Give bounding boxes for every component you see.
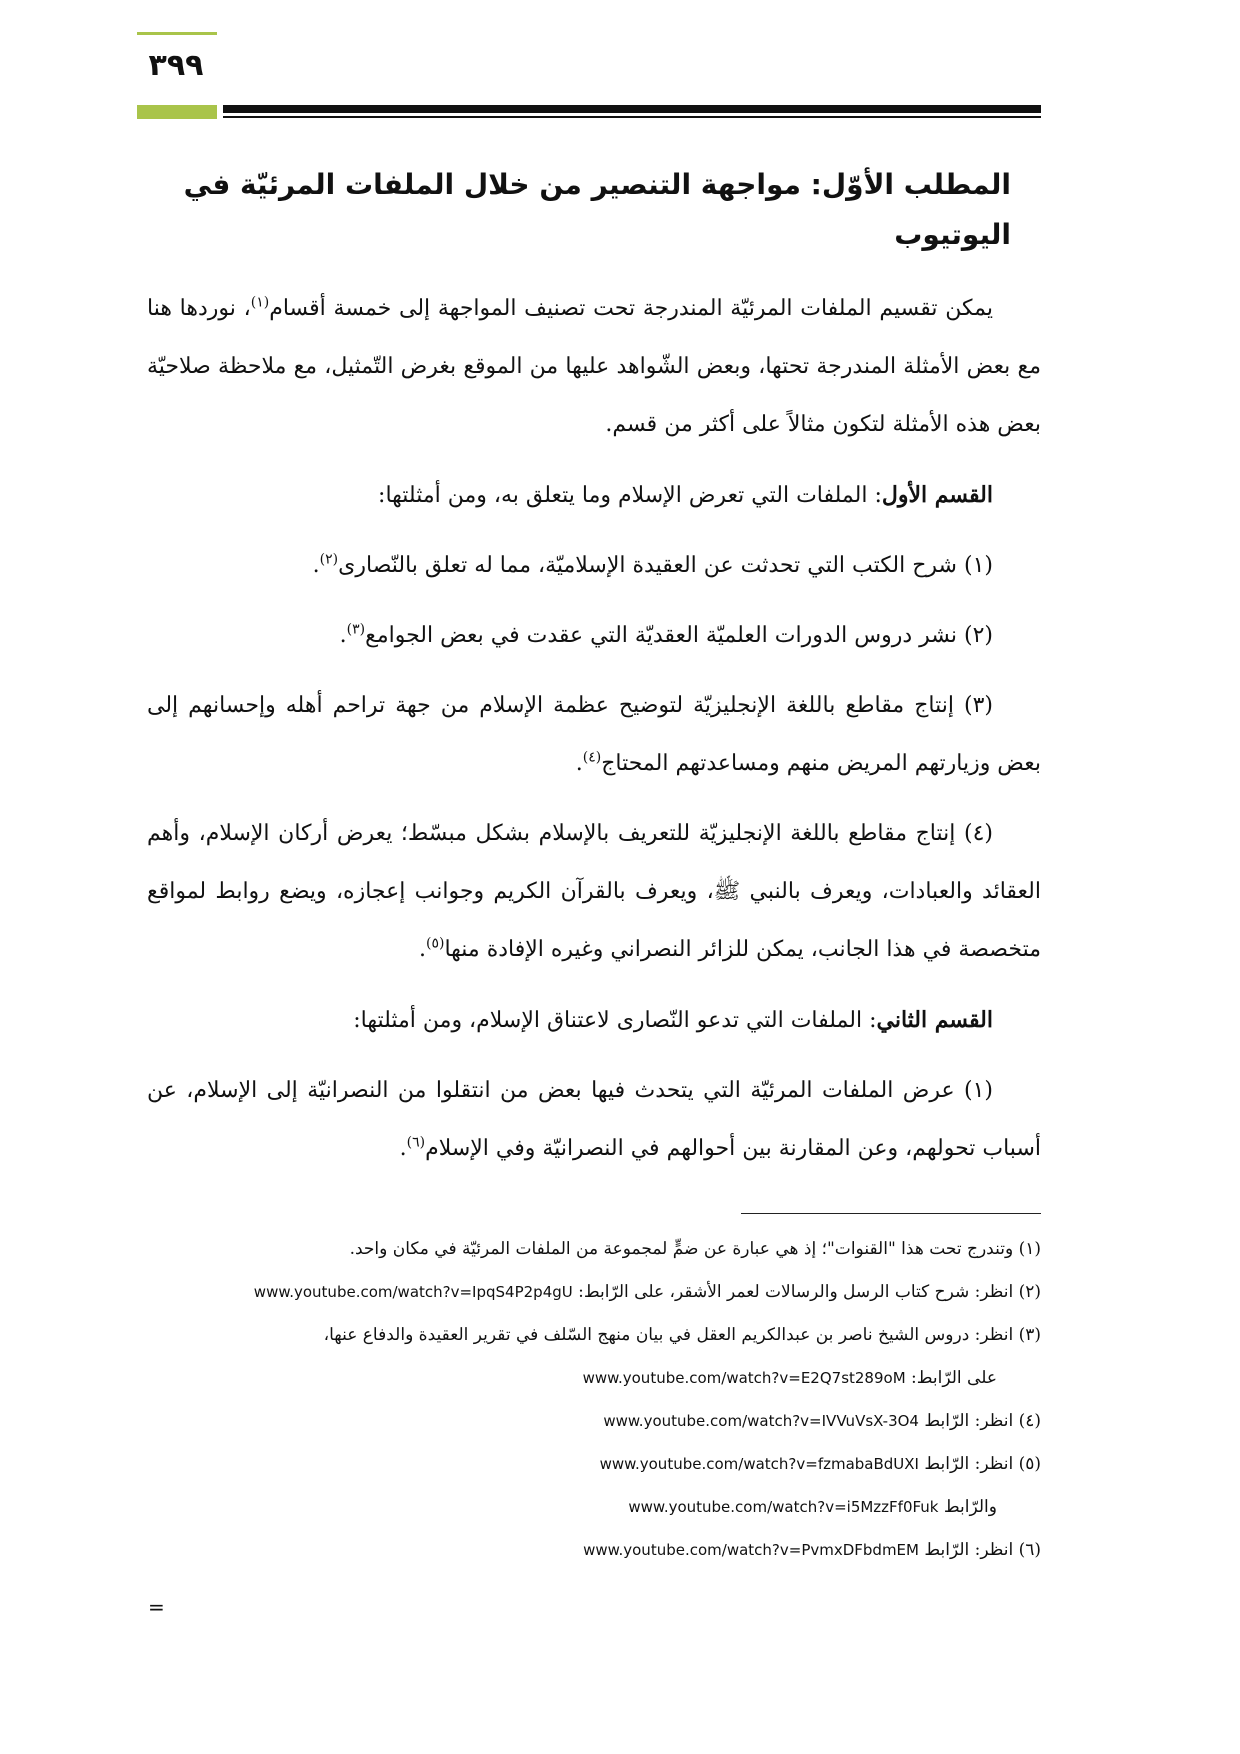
intro-text-b: ، نوردها هنا مع بعض الأمثلة المندرجة تحتها، وبعض الشّواهد عليها من الموقع بغرض التّمثيل، مع ملاحظة صلاحيّة بعض هذه الأمثلة لتكون مثالاً على أكثر من قسم.	[147, 296, 1041, 437]
footnote-separator	[741, 1213, 1041, 1214]
item-3-text: (٣) إنتاج مقاطع باللغة الإنجليزيّة لتوضيح عظمة الإسلام من جهة تراحم أهله وإحسانهم إلى بعض وزيارتهم المريض منهم ومساعدتهم المحتاج	[147, 693, 1041, 776]
period: .	[339, 623, 347, 648]
page-number: ٣٩٩	[148, 48, 204, 83]
footnote-ref-5[interactable]: (٥)	[425, 935, 445, 952]
section-title: المطلب الأوّل: مواجهة التنصير من خلال الملفات المرئيّة في اليوتيوب	[183, 168, 1011, 251]
section-2-heading	[147, 991, 1041, 1050]
list-item	[147, 1062, 1041, 1178]
footnote-5-text: (٥) انظر: الرّابط	[924, 1454, 1041, 1474]
section-2-text: : الملفات التي تدعو النّصارى لاعتناق الإسلام، ومن أمثلتها:	[353, 1008, 877, 1033]
header-green-block	[137, 105, 217, 119]
section-1-text: : الملفات التي تعرض الإسلام وما يتعلق به، ومن أمثلتها:	[378, 483, 882, 508]
section-1-heading	[147, 466, 1041, 525]
footnote-5-continuation	[147, 1486, 1041, 1529]
list-item	[147, 805, 1041, 979]
footnote-5	[147, 1443, 1041, 1486]
footnote-1: (١) وتندرج تحت هذا "القنوات"؛ إذ هي عبارة عن ضمٍّ لمجموعة من الملفات المرئيّة في مكان واحد.	[349, 1239, 1041, 1259]
header-accent-line	[137, 32, 217, 35]
footnote-3-link[interactable]: www.youtube.com/watch?v=E2Q7st289oM	[582, 1369, 906, 1387]
footnotes	[147, 1228, 1041, 1572]
footnote-2	[147, 1271, 1041, 1314]
main-content	[147, 160, 1041, 1190]
list-item	[147, 677, 1041, 793]
footnote-4-text: (٤) انظر: الرّابط	[924, 1411, 1041, 1431]
item-4-text: (٤) إنتاج مقاطع باللغة الإنجليزيّة للتعريف بالإسلام بشكل مبسّط؛ يعرض أركان الإسلام، وأهم العقائد والعبادات، ويعرف بالنبي ﷺ، ويعرف بالقرآن الكريم وجوانب إعجازه، ويضع روابط لمواقع متخصصة في هذا الجانب، يمكن للزائر النصراني وغيره الإفادة منها	[147, 821, 1041, 962]
footnote-ref-4[interactable]: (٤)	[582, 749, 602, 766]
footnote-ref-3[interactable]: (٣)	[346, 621, 366, 638]
period: .	[575, 751, 583, 776]
footnote-ref-6[interactable]: (٦)	[406, 1134, 426, 1151]
footnote-ref-2[interactable]: (٢)	[319, 551, 339, 568]
footnote-3-continuation	[147, 1357, 1041, 1400]
footnote-4-link[interactable]: www.youtube.com/watch?v=IVVuVsX-3O4	[603, 1412, 919, 1430]
footnote-6-link[interactable]: www.youtube.com/watch?v=PvmxDFbdmEM	[583, 1541, 919, 1559]
list-item	[147, 607, 1041, 665]
footnote-5-link[interactable]: www.youtube.com/watch?v=fzmabaBdUXI	[599, 1455, 919, 1473]
footnote-3-cont-text: على الرّابط:	[911, 1368, 997, 1388]
footnote-3: (٣) انظر: دروس الشيخ ناصر بن عبدالكريم العقل في بيان منهج السّلف في تقرير العقيدة والدفاع عنها،	[323, 1325, 1041, 1345]
section-1-label: القسم الأول	[881, 482, 993, 508]
intro-text-a: يمكن تقسيم الملفات المرئيّة المندرجة تحت تصنيف المواجهة إلى خمسة أقسام	[269, 296, 993, 321]
intro-paragraph	[147, 280, 1041, 454]
section-2-label: القسم الثاني	[876, 1007, 993, 1033]
period: .	[418, 937, 426, 962]
footnote-5b-text: والرّابط	[943, 1497, 997, 1517]
footnote-5b-link[interactable]: www.youtube.com/watch?v=i5MzzFf0Fuk	[628, 1498, 939, 1516]
footnote-ref-1[interactable]: (١)	[250, 294, 270, 311]
item-1-text: (١) شرح الكتب التي تحدثت عن العقيدة الإسلاميّة، مما له تعلق بالنّصارى	[338, 553, 993, 578]
footnote-6-text: (٦) انظر: الرّابط	[924, 1540, 1041, 1560]
list-item	[147, 537, 1041, 595]
item-5-text: (١) عرض الملفات المرئيّة التي يتحدث فيها بعض من انتقلوا من النصرانيّة إلى الإسلام، عن أسباب تحولهم، وعن المقارنة بين أحوالهم في النصرانيّة وفي الإسلام	[147, 1078, 1041, 1161]
header-rule-thin	[223, 116, 1041, 118]
item-2-text: (٢) نشر دروس الدورات العلميّة العقديّة التي عقدت في بعض الجوامع	[365, 623, 993, 648]
footnote-2-link[interactable]: www.youtube.com/watch?v=IpqS4P2p4gU	[253, 1283, 573, 1301]
header-rule-thick	[223, 105, 1041, 113]
footnote-2-text: (٢) انظر: شرح كتاب الرسل والرسالات لعمر الأشقر، على الرّابط:	[578, 1282, 1041, 1302]
footnote-4	[147, 1400, 1041, 1443]
page-mark: =	[148, 1595, 165, 1619]
footnote-6	[147, 1529, 1041, 1572]
period: .	[312, 553, 320, 578]
period: .	[399, 1136, 407, 1161]
